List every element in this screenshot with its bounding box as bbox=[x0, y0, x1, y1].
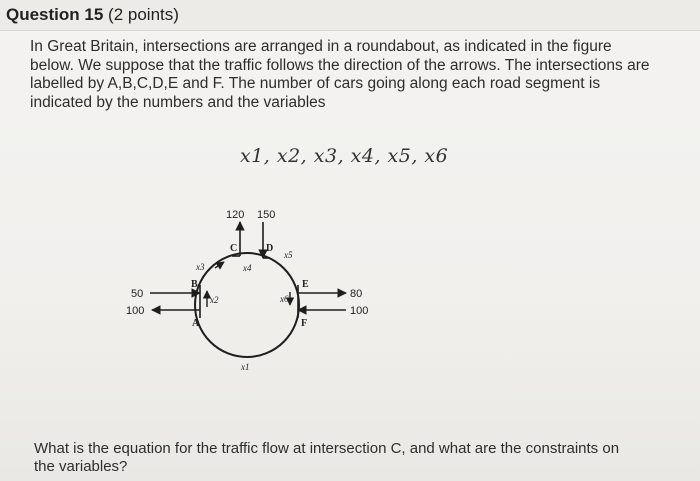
question-number: Question 15 bbox=[6, 5, 104, 24]
node-b: B bbox=[191, 279, 198, 290]
right-value-100: 100 bbox=[350, 305, 369, 317]
node-a: A bbox=[192, 318, 200, 329]
node-e: E bbox=[302, 279, 309, 290]
label-x4: x4 bbox=[243, 263, 252, 273]
question-points: (2 points) bbox=[108, 5, 179, 24]
top-value-120: 120 bbox=[226, 209, 245, 221]
left-value-50: 50 bbox=[131, 288, 144, 300]
node-f: F bbox=[301, 318, 308, 329]
top-value-150: 150 bbox=[257, 209, 276, 221]
label-x1: x1 bbox=[241, 362, 250, 372]
variable-list: x1, x2, x3, x4, x5, x6 bbox=[240, 145, 449, 167]
right-value-80: 80 bbox=[350, 288, 363, 300]
node-c: C bbox=[230, 243, 238, 254]
label-x5: x5 bbox=[284, 250, 293, 260]
label-x3: x3 bbox=[196, 262, 205, 272]
question-text: What is the equation for the traffic flow at intersection C, and what are the constraints on the variables? bbox=[34, 440, 620, 475]
label-x2: x2 bbox=[210, 295, 219, 305]
node-d: D bbox=[266, 243, 274, 254]
label-x6: x6 bbox=[280, 294, 289, 304]
left-value-100: 100 bbox=[126, 305, 145, 317]
question-prompt: In Great Britain, intersections are arranged in a roundabout, as indicated in the figure below. We suppose that the traffic follows the direction of the arrows. The intersections are labelled by A,B,C,D,E and F. The number of cars going along each road segment is indicated by the numbers and the variables bbox=[30, 38, 650, 111]
